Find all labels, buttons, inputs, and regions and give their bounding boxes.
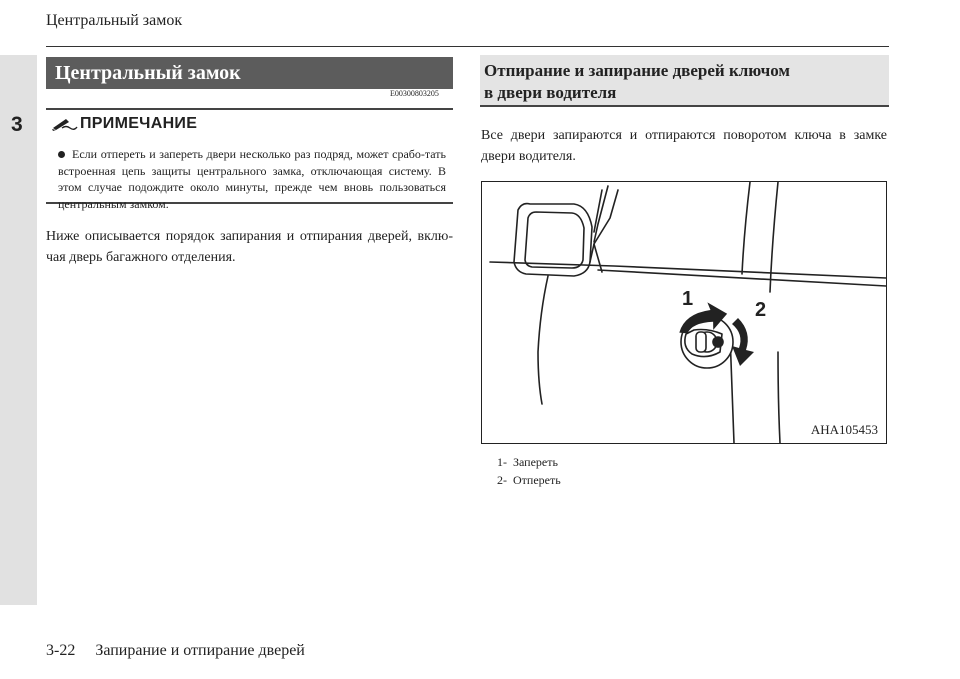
legend-item-unlock [497, 471, 567, 489]
running-title: Центральный замок [46, 12, 183, 29]
bullet-icon [58, 151, 65, 158]
page-footer [46, 642, 305, 660]
footer-title: Запирание и отпирание дверей [95, 642, 305, 659]
door-lock-illustration [482, 182, 886, 443]
key-lock-paragraph: Все двери запираются и отпираются поворотом ключа в замке двери водителя. [481, 128, 887, 164]
section-title-line-1: Отпирание и запирание дверей ключом [484, 61, 790, 80]
legend-item-lock [497, 453, 567, 471]
legend-text: Отпереть [513, 473, 561, 487]
pen-icon [50, 116, 78, 132]
callout-1-lock: 1 [682, 288, 694, 310]
section-title-central-lock: Центральный замок [46, 57, 453, 89]
callout-2-unlock: 2 [755, 299, 767, 321]
section-title-line-2: в двери водителя [484, 83, 617, 102]
legend-text: Запереть [513, 455, 558, 469]
page-number: 3-22 [46, 642, 76, 659]
chapter-number: 3 [11, 113, 23, 136]
intro-paragraph: Ниже описывается порядок запирания и отпирания дверей, вклю-чая дверь багажного отделения. [46, 229, 453, 265]
note-text: Если отпереть и запереть двери несколько раз подряд, может срабо-тать встроенная цепь защиты центрального замка, отключающая систему. В этом случае подождите около минуты, прежде чем вновь пользоваться центральным замком. [58, 147, 446, 211]
section-title-key-lock [480, 55, 889, 107]
note-box [46, 108, 453, 211]
doc-code: E00300803205 [390, 89, 439, 98]
legend-number: 2- [497, 473, 507, 487]
door-lock-figure [481, 181, 887, 444]
note-header [50, 115, 197, 133]
legend-number: 1- [497, 455, 507, 469]
figure-code: AHA105453 [810, 422, 878, 437]
chapter-sidebar [0, 55, 37, 605]
figure-legend [497, 453, 567, 489]
note-text-block [58, 146, 446, 212]
header-rule [46, 46, 889, 47]
note-title: ПРИМЕЧАНИЕ [80, 115, 198, 132]
